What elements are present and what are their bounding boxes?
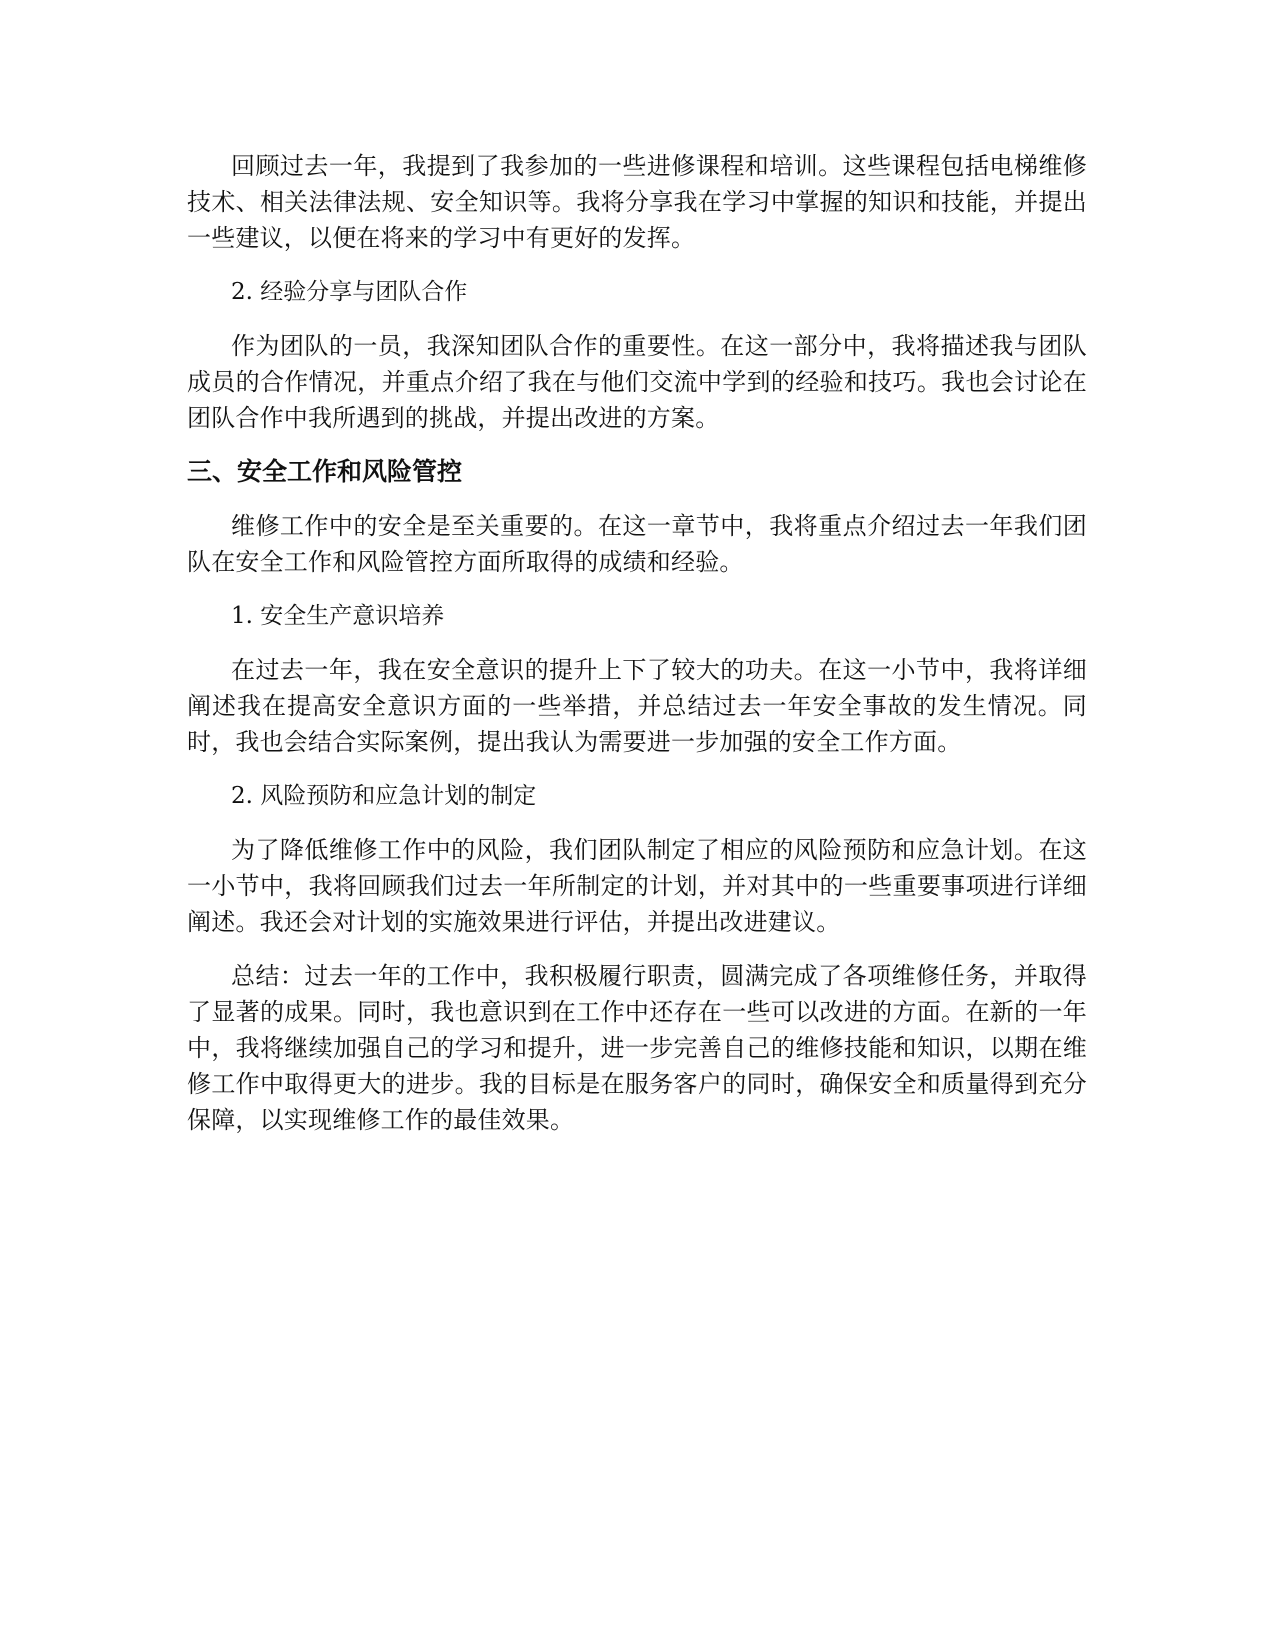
paragraph-summary: 总结：过去一年的工作中，我积极履行职责，圆满完成了各项维修任务，并取得了显著的成果。同时，我也意识到在工作中还存在一些可以改进的方面。在新的一年中，我将继续加强自己的学习和提升，进一步完善自己的维修技能和知识，以期在维修工作中取得更大的进步。我的目标是在服务客户的同时，确保安全和质量得到充分保障，以实现维修工作的最佳效果。 bbox=[187, 962, 1087, 1134]
subheading-risk-prevention: 2. 风险预防和应急计划的制定 bbox=[231, 783, 537, 809]
paragraph-safety-intro: 维修工作中的安全是至关重要的。在这一章节中，我将重点介绍过去一年我们团队在安全工作和风险管控方面所取得的成绩和经验。 bbox=[187, 512, 1087, 576]
document-body bbox=[187, 148, 1087, 1156]
section-heading-safety: 三、安全工作和风险管控 bbox=[187, 457, 463, 486]
paragraph-teamwork: 作为团队的一员，我深知团队合作的重要性。在这一部分中，我将描述我与团队成员的合作情况，并重点介绍了我在与他们交流中学到的经验和技巧。我也会讨论在团队合作中我所遇到的挑战，并提出改进的方案。 bbox=[187, 332, 1087, 432]
paragraph-risk-prevention: 为了降低维修工作中的风险，我们团队制定了相应的风险预防和应急计划。在这一小节中，我将回顾我们过去一年所制定的计划，并对其中的一些重要事项进行详细阐述。我还会对计划的实施效果进行评估，并提出改进建议。 bbox=[187, 836, 1087, 936]
paragraph-training: 回顾过去一年，我提到了我参加的一些进修课程和培训。这些课程包括电梯维修技术、相关法律法规、安全知识等。我将分享我在学习中掌握的知识和技能，并提出一些建议，以便在将来的学习中有更好的发挥。 bbox=[187, 152, 1087, 252]
subheading-experience-teamwork: 2. 经验分享与团队合作 bbox=[231, 279, 468, 305]
subheading-safety-awareness: 1. 安全生产意识培养 bbox=[231, 603, 445, 629]
paragraph-safety-awareness: 在过去一年，我在安全意识的提升上下了较大的功夫。在这一小节中，我将详细阐述我在提高安全意识方面的一些举措，并总结过去一年安全事故的发生情况。同时，我也会结合实际案例，提出我认为需要进一步加强的安全工作方面。 bbox=[187, 656, 1087, 756]
